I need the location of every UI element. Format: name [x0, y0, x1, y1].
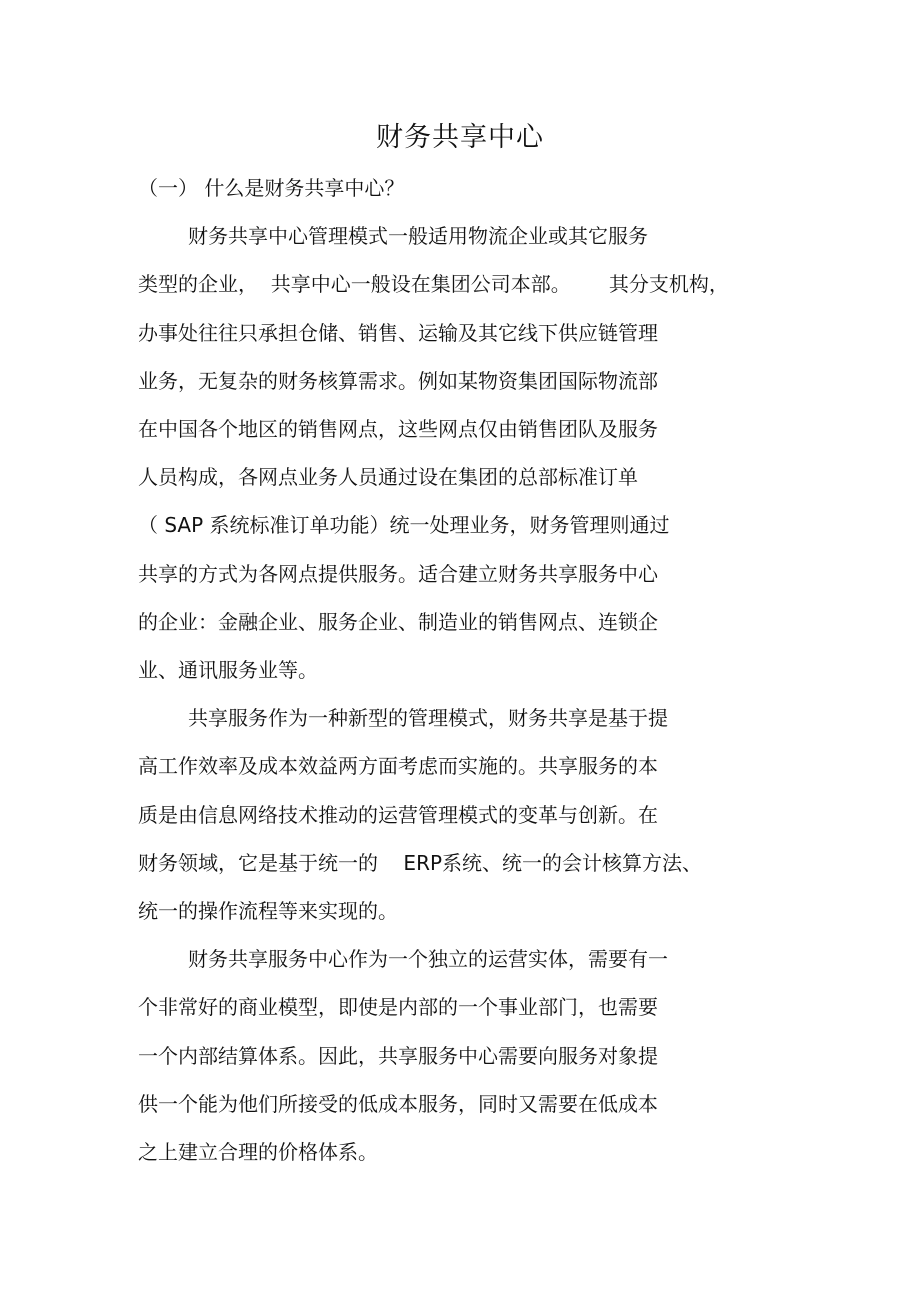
section-heading: （一） 什么是财务共享中心？ [138, 176, 405, 200]
paragraph-3-line-5: 之上建立合理的价格体系。 [138, 1140, 378, 1164]
paragraph-1-line-5: 在中国各个地区的销售网点，这些网点仅由销售团队及服务 [138, 417, 658, 441]
paragraph-1-line-4: 业务，无复杂的财务核算需求。例如某物资集团国际物流部 [138, 369, 658, 393]
paragraph-2-line-1: 共享服务作为一种新型的管理模式，财务共享是基于提 [188, 706, 668, 730]
paragraph-1-line-8: 共享的方式为各网点提供服务。适合建立财务共享服务中心 [138, 562, 658, 586]
page-title: 财务共享中心 [376, 122, 544, 153]
paragraph-1-line-10: 业、通讯服务业等。 [138, 658, 318, 682]
paragraph-1-line-9: 的企业：金融企业、服务企业、制造业的销售网点、连锁企 [138, 610, 658, 634]
paragraph-1-line-6: 人员构成，各网点业务人员通过设在集团的总部标准订单 [138, 465, 638, 489]
paragraph-3-line-2: 个非常好的商业模型，即使是内部的一个事业部门，也需要 [138, 995, 658, 1019]
paragraph-2-line-3: 质是由信息网络技术推动的运营管理模式的变革与创新。在 [138, 803, 658, 827]
paragraph-1-line-2: 类型的企业， 共享中心一般设在集团公司本部。 其分支机构， [138, 272, 729, 296]
paragraph-1-line-3: 办事处往往只承担仓储、销售、运输及其它线下供应链管理 [138, 321, 658, 345]
paragraph-3-line-1: 财务共享服务中心作为一个独立的运营实体，需要有一 [188, 947, 668, 971]
paragraph-1-line-7: （ SAP 系统标准订单功能）统一处理业务，财务管理则通过 [138, 513, 670, 537]
paragraph-3-line-3: 一个内部结算体系。因此，共享服务中心需要向服务对象提 [138, 1044, 658, 1068]
paragraph-2-line-2: 高工作效率及成本效益两方面考虑而实施的。共享服务的本 [138, 754, 658, 778]
paragraph-1-line-1: 财务共享中心管理模式一般适用物流企业或其它服务 [188, 224, 648, 248]
paragraph-3-line-4: 供一个能为他们所接受的低成本服务，同时又需要在低成本 [138, 1092, 658, 1116]
paragraph-2-line-4: 财务领域，它是基于统一的 ERP系统、统一的会计核算方法、 [138, 851, 703, 875]
paragraph-2-line-5: 统一的操作流程等来实现的。 [138, 899, 398, 923]
